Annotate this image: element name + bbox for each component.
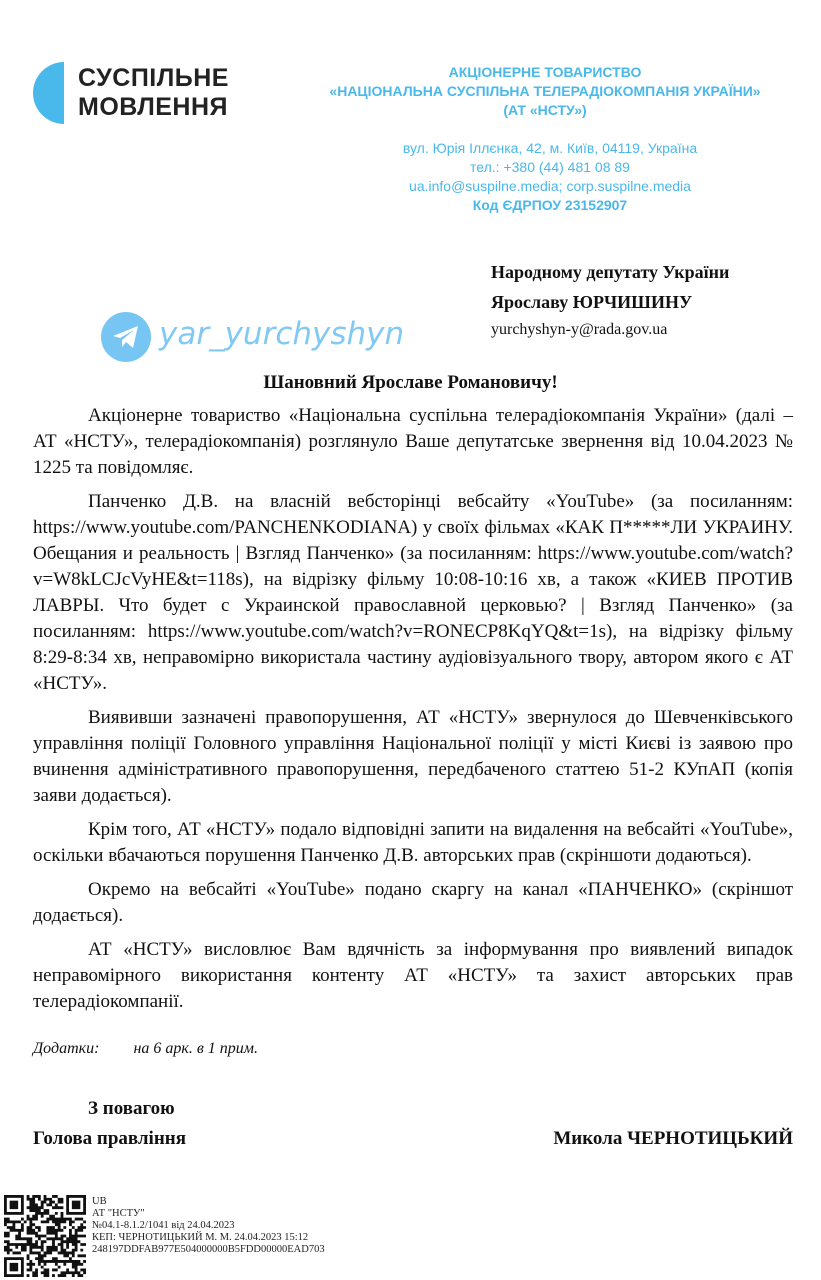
- org-line-2: «НАЦІОНАЛЬНА СУСПІЛЬНА ТЕЛЕРАДІОКОМПАНІЯ УКРАЇНИ»: [329, 83, 761, 99]
- qr-code-icon: [4, 1195, 86, 1277]
- paragraph-1: Акціонерне товариство «Національна суспільна телерадіокомпанія України» (далі – АТ «НСТУ», телерадіокомпанія) розглянуло Ваше депутатське звернення від 10.04.2023 № 1225 та повідомляє.: [33, 405, 793, 478]
- phone: тел.: +380 (44) 481 08 89: [470, 159, 630, 175]
- recipient-name: Ярославу ЮРЧИШИНУ: [491, 292, 693, 312]
- logo-wordmark: [78, 64, 229, 122]
- recipient-email: yurchyshyn-y@rada.gov.ua: [491, 321, 668, 338]
- stamp-line-4: КЕП: ЧЕРНОТИЦЬКИЙ М. М. 24.04.2023 15:12: [92, 1232, 309, 1243]
- stamp-line-5: 248197DDFAB977E504000000B5FDD00000EAD703: [92, 1244, 325, 1255]
- attachments-label: Додатки:: [33, 1040, 100, 1057]
- stamp-line-3: №04.1-8.1.2/1041 від 24.04.2023: [92, 1220, 235, 1231]
- recipient-title: Народному депутату України: [491, 262, 730, 282]
- recipient-block: [491, 257, 729, 343]
- suspilne-logo-mark-icon: [30, 62, 64, 124]
- emails: ua.info@suspilne.media; corp.suspilne.media: [409, 178, 691, 194]
- suspilne-logo: [30, 58, 250, 128]
- organization-contacts: [360, 139, 740, 215]
- org-line-1: АКЦІОНЕРНЕ ТОВАРИСТВО: [448, 64, 642, 80]
- attachments-value: на 6 арк. в 1 прим.: [133, 1040, 259, 1057]
- address: вул. Юрія Іллєнка, 42, м. Київ, 04119, Україна: [402, 140, 698, 156]
- signer-name: Микола ЧЕРНОТИЦЬКИЙ: [553, 1128, 793, 1149]
- telegram-icon: [101, 312, 151, 362]
- signer-position: Голова правління: [33, 1128, 187, 1149]
- edrpou-code: Код ЄДРПОУ 23152907: [472, 197, 628, 213]
- organization-name: [290, 63, 800, 120]
- paragraph-3: Виявивши зазначені правопорушення, АТ «НСТУ» звернулося до Шевченківського управління поліції Головного управління Національної поліції у місті Києві із заявою про вчинення адміністративного правопорушення, передбаченого статтею 51-2 КУпАП (копія заяви додається).: [33, 707, 793, 806]
- stamp-line-2: АТ "НСТУ": [92, 1208, 145, 1219]
- paragraph-5: Окремо на вебсайті «YouTube» подано скаргу на канал «ПАНЧЕНКО» (скріншот додається).: [33, 879, 793, 926]
- electronic-signature-stamp: [92, 1196, 325, 1256]
- stamp-line-1: UB: [92, 1196, 107, 1207]
- paragraph-6: АТ «НСТУ» висловлює Вам вдячність за інформування про виявлений випадок неправомірного використання контенту АТ «НСТУ» та захист авторських прав телерадіокомпанії.: [33, 939, 793, 1012]
- logo-line-1: СУСПІЛЬНЕ: [78, 64, 229, 92]
- closing-regards: З повагою: [88, 1098, 175, 1119]
- telegram-handle: yar_yurchyshyn: [159, 316, 405, 352]
- letter-greeting: Шановний Ярославе Романовичу!: [263, 372, 558, 393]
- letter-body: [33, 403, 793, 1023]
- attachments-line: [33, 1040, 258, 1058]
- paragraph-2: Панченко Д.В. на власній вебсторінці вебсайту «YouTube» (за посиланням: https://www.youtube.com/PANCHENKODIANA) у своїх фільмах «КАК П*****ЛИ УКРАИНУ. Обещания и реальность | Взгляд Панченко» (за посиланням: https://www.youtube.com/watch?v=W8kLCJcVyHE&t=118s), на відрізку фільму 10:08-10:16 хв, а також «КИЕВ ПРОТИВ ЛАВРЫ. Что будет с Украинской православной церковью? | Взгляд Панченко» (за посиланням: https://www.youtube.com/watch?v=RONECP8KqYQ&t=1s), на відрізку фільму 8:29-8:34 хв, неправомірно використала частину аудіовізуального твору, автором якого є АТ «НСТУ».: [33, 491, 793, 694]
- logo-line-2: МОВЛЕННЯ: [78, 93, 228, 121]
- paragraph-4: Крім того, АТ «НСТУ» подало відповідні запити на видалення на вебсайті «YouTube», оскільки вбачаються порушення Панченко Д.В. авторських прав (скріншоти додаються).: [33, 819, 793, 866]
- org-line-3: (АТ «НСТУ»): [503, 102, 587, 118]
